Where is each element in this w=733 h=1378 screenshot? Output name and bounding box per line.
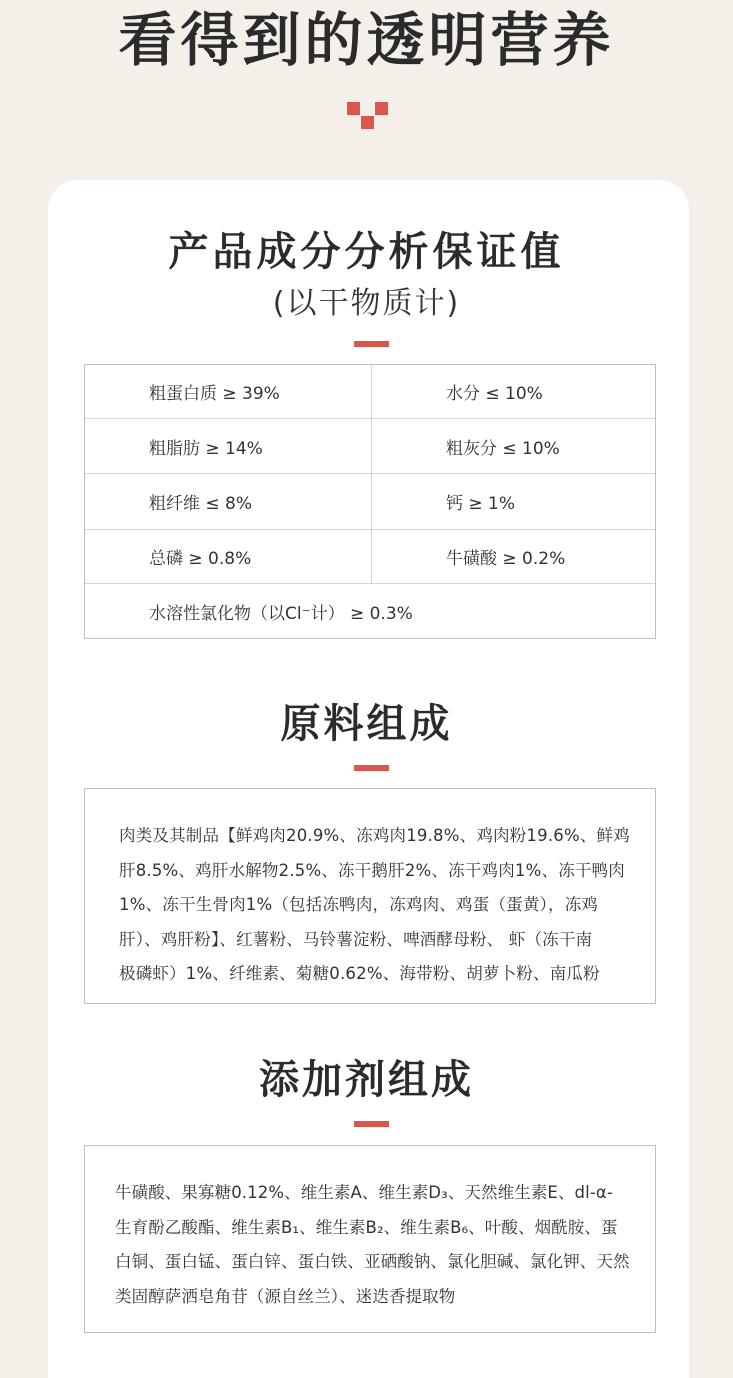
- table-row: [85, 530, 655, 584]
- table-cell: 水分 ≤ 10%: [446, 384, 543, 404]
- additives-line: 生育酚乙酸酯、维生素B₁、维生素B₂、维生素B₆、叶酸、烟酰胺、蛋: [115, 1217, 618, 1237]
- section-divider: [354, 341, 389, 347]
- brand-mark-icon: [347, 102, 389, 134]
- table-row: [85, 474, 655, 530]
- ingredients-text: [119, 819, 635, 992]
- additives-line: 牛磺酸、果寡糖0.12%、维生素A、维生素D₃、天然维生素E、dl-α-: [115, 1183, 613, 1202]
- table-cell: 粗脂肪 ≥ 14%: [149, 438, 263, 459]
- ingredients-title: 原料组成: [280, 701, 453, 747]
- section-divider: [354, 1121, 389, 1127]
- additives-box: [84, 1145, 656, 1333]
- ingredients-line: 肝）、鸡肝粉】、红薯粉、马铃薯淀粉、啤酒酵母粉、 虾（冻干南: [119, 929, 593, 949]
- ingredients-line: 1%、冻干生骨肉1%（包括冻鸭肉，冻鸡肉、鸡蛋（蛋黄），冻鸡: [119, 895, 599, 914]
- table-row: [85, 365, 655, 419]
- additives-text: [115, 1176, 635, 1314]
- analysis-title: 产品成分分析保证值: [168, 229, 565, 275]
- additives-title: 添加剂组成: [259, 1057, 474, 1103]
- table-cell: 牛磺酸 ≥ 0.2%: [446, 549, 566, 569]
- section-divider: [354, 765, 389, 771]
- table-cell: 粗纤维 ≤ 8%: [149, 494, 253, 514]
- table-cell: 粗灰分 ≤ 10%: [446, 438, 560, 459]
- table-cell: 粗蛋白质 ≥ 39%: [149, 384, 280, 404]
- table-row: [85, 584, 655, 638]
- additives-line: 白铜、蛋白锰、蛋白锌、蛋白铁、亚硒酸钠、氯化胆碱、氯化钾、天然: [115, 1252, 630, 1271]
- additives-line: 类固醇萨洒皂角苷（源自丝兰）、迷迭香提取物: [115, 1286, 456, 1306]
- ingredients-line: 极磷虾）1%、纤维素、菊糖0.62%、海带粉、胡萝卜粉、南瓜粉: [119, 964, 600, 983]
- analysis-table: [84, 364, 656, 639]
- table-cell: 钙 ≥ 1%: [446, 494, 516, 514]
- page-title: 看得到的透明营养: [118, 6, 615, 74]
- analysis-subtitle: (以干物质计): [272, 286, 461, 321]
- ingredients-line: 肝8.5%、鸡肝水解物2.5%、冻干鹅肝2%、冻干鸡肉1%、冻干鸭肉: [119, 860, 625, 880]
- ingredients-line: 肉类及其制品【鲜鸡肉20.9%、冻鸡肉19.8%、鸡肉粉19.6%、鲜鸡: [119, 826, 630, 845]
- ingredients-box: [84, 788, 656, 1004]
- table-cell: 总磷 ≥ 0.8%: [149, 549, 252, 569]
- table-cell: 水溶性氯化物（以Cl⁻计） ≥ 0.3%: [149, 603, 413, 624]
- table-row: [85, 419, 655, 474]
